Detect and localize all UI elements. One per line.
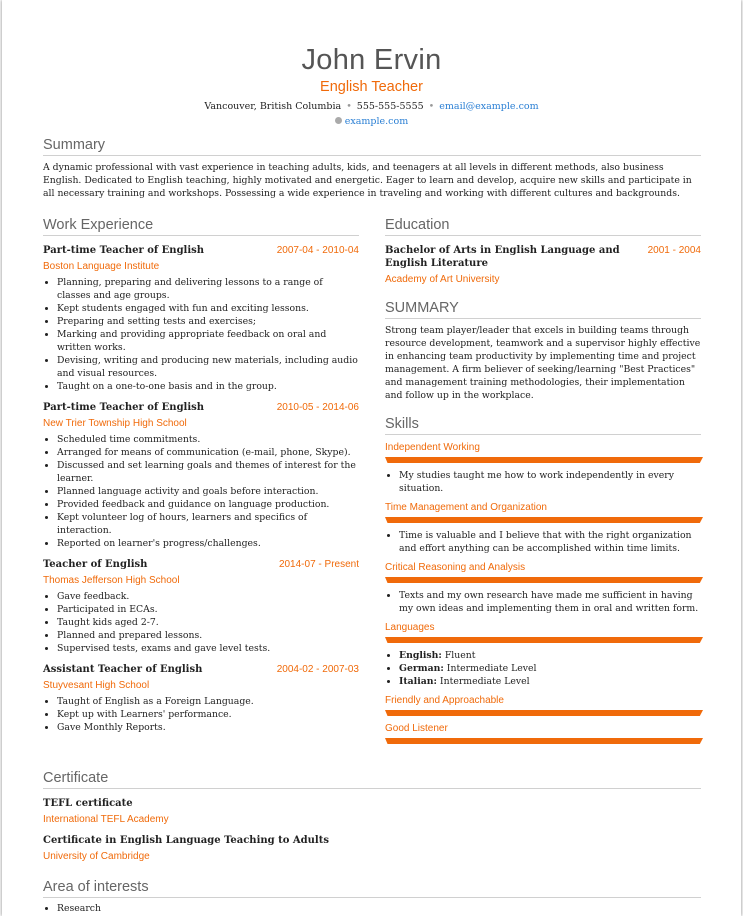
bullet-item: • Reported on learner's progress/challenges. [57, 537, 359, 550]
bullet-item: • Gave feedback. [57, 590, 359, 603]
bullet-item: • Arranged for means of communication (e-mail, phone, Skype). [57, 446, 359, 459]
certificate-name: Certificate in English Language Teaching to Adults [43, 835, 329, 846]
resume-page [2, 0, 741, 916]
bullet-item: • Marking and providing appropriate feedback on oral and written works. [57, 328, 359, 354]
skill-name: Independent Working [385, 442, 480, 453]
website-link[interactable]: example.com [344, 116, 409, 127]
job-organization: New Trier Township High School [43, 418, 187, 429]
job-entry [43, 558, 359, 655]
separator-dot-icon: • [428, 101, 435, 112]
work-experience-heading: Work Experience [43, 217, 359, 236]
bullet-item: • Planning, preparing and delivering lessons to a range of classes and age groups. [57, 276, 359, 302]
interest-item: • Research [57, 902, 701, 915]
skill-name: Languages [385, 622, 435, 633]
skill-level-bar [385, 457, 703, 463]
skill-description [385, 589, 701, 615]
skill-level-bar [385, 710, 703, 716]
skill-description-item: • My studies taught me how to work independently in every situation. [399, 469, 701, 495]
bullet-item: • Participated in ECAs. [57, 603, 359, 616]
skills-heading: Skills [385, 416, 701, 435]
degree: Bachelor of Arts in English Language and English Literature [385, 245, 620, 269]
skill-name: Good Listener [385, 723, 448, 734]
skill-level-bar [385, 637, 703, 643]
skill-description [385, 529, 701, 555]
job-bullets [43, 433, 359, 550]
job-bullets [43, 276, 359, 393]
bullet-item: • Taught kids aged 2-7. [57, 616, 359, 629]
job-bullets [43, 695, 359, 734]
bullet-item: • Discussed and set learning goals and themes of interest for the learner. [57, 459, 359, 485]
language-name: English: [399, 650, 442, 661]
job-title: Assistant Teacher of English [43, 664, 203, 675]
bullet-item: • Gave Monthly Reports. [57, 721, 359, 734]
certificate-issuer: International TEFL Academy [43, 814, 169, 825]
work-experience-section [43, 217, 359, 734]
website-line [2, 115, 741, 128]
separator-dot-icon: • [346, 101, 352, 112]
summary-heading: Summary [43, 137, 701, 156]
language-item [399, 675, 701, 688]
language-list [385, 649, 701, 688]
right-column [385, 217, 701, 744]
skill-entry [385, 694, 701, 716]
language-name: Italian: [399, 676, 437, 687]
education-date: 2001 - 2004 [647, 245, 701, 256]
job-entry [43, 401, 359, 550]
bullet-item: • Preparing and setting tests and exercises; [57, 315, 359, 328]
job-date: 2007-04 - 2010-04 [276, 245, 359, 256]
job-date: 2014-07 - Present [278, 559, 359, 570]
job-title: Teacher of English [43, 559, 148, 570]
job-header [43, 244, 359, 257]
language-level: Intermediate Level [446, 663, 537, 674]
skills-section [385, 416, 701, 744]
bullet-item: • Planned language activity and goals before interaction. [57, 485, 359, 498]
bullet-item: • Scheduled time commitments. [57, 433, 359, 446]
candidate-name: John Ervin [301, 44, 442, 76]
certificate-entry [43, 834, 701, 863]
bullet-item: • Kept volunteer log of hours, learners and specifics of interaction. [57, 511, 359, 537]
globe-icon [335, 117, 342, 124]
interests-heading: Area of interests [43, 879, 701, 898]
job-bullets [43, 590, 359, 655]
language-name: German: [399, 663, 444, 674]
certificate-name: TEFL certificate [43, 798, 133, 809]
education-entry [385, 244, 701, 286]
email-link[interactable]: email@example.com [439, 101, 539, 112]
language-level: Fluent [444, 650, 476, 661]
job-title: Part-time Teacher of English [43, 402, 205, 413]
location: Vancouver, British Columbia [204, 101, 342, 112]
resume-header [2, 43, 741, 128]
summary-text: A dynamic professional with vast experience in teaching adults, kids, and teenagers at all levels in different methods, also business English. Dedicated to English teaching, highly motivated and energetic. Eager to learn and develop, acquire new skills and participate in all necessary training and workshops. Possessing a wide experience in traveling and working with different cultures and backgrounds. [43, 162, 692, 199]
job-date: 2010-05 - 2014-06 [276, 402, 359, 413]
skill-entry [385, 501, 701, 555]
contact-line [2, 100, 741, 113]
skill-description-item: • Texts and my own research have made me sufficient in having my own ideas and implementing them in oral and written form. [399, 589, 701, 615]
certificate-heading: Certificate [43, 770, 701, 789]
summary-section [43, 137, 701, 200]
certificate-section [43, 770, 701, 863]
job-entry [43, 244, 359, 393]
summary2-section [385, 300, 701, 402]
bullet-item: • Taught on a one-to-one basis and in the group. [57, 380, 359, 393]
skill-name: Time Management and Organization [385, 502, 547, 513]
job-entry [43, 663, 359, 734]
job-organization: Boston Language Institute [43, 261, 160, 272]
job-header [43, 663, 359, 676]
job-date: 2004-02 - 2007-03 [276, 664, 359, 675]
certificate-issuer: University of Cambridge [43, 851, 150, 862]
interests-section [43, 879, 701, 915]
skill-entry [385, 621, 701, 688]
job-title: Part-time Teacher of English [43, 245, 205, 256]
bullet-item: • Supervised tests, exams and gave level tests. [57, 642, 359, 655]
job-organization: Thomas Jefferson High School [43, 575, 180, 586]
certificate-entry [43, 797, 701, 826]
phone: 555-555-5555 [356, 101, 424, 112]
job-header [43, 401, 359, 414]
skill-entry [385, 561, 701, 615]
skill-description-item: • Time is valuable and I believe that with the right organization and effort anything can be accomplished within time limits. [399, 529, 701, 555]
skill-name: Friendly and Approachable [385, 695, 504, 706]
language-item [399, 662, 701, 675]
bullet-item: • Taught of English as a Foreign Language. [57, 695, 359, 708]
skill-description [385, 469, 701, 495]
bullet-item: • Kept up with Learners' performance. [57, 708, 359, 721]
skill-name: Critical Reasoning and Analysis [385, 562, 526, 573]
skill-level-bar [385, 738, 703, 744]
skill-entry [385, 722, 701, 744]
skill-entry [385, 441, 701, 495]
school: Academy of Art University [385, 274, 500, 285]
bullet-item: • Kept students engaged with fun and exciting lessons. [57, 302, 359, 315]
skill-level-bar [385, 577, 703, 583]
job-header [43, 558, 359, 571]
job-organization: Stuyvesant High School [43, 680, 150, 691]
summary2-heading: SUMMARY [385, 300, 701, 319]
skill-level-bar [385, 517, 703, 523]
bullet-item: • Provided feedback and guidance on language production. [57, 498, 359, 511]
education-heading: Education [385, 217, 701, 236]
bullet-item: • Planned and prepared lessons. [57, 629, 359, 642]
bullet-item: • Devising, writing and producing new materials, including audio and visual resources. [57, 354, 359, 380]
language-item [399, 649, 701, 662]
candidate-title: English Teacher [320, 79, 423, 95]
summary2-text: Strong team player/leader that excels in building teams through resource development, teamwork and a supervisor highly effective in enhancing team productivity by implementing time and project management. A firm believer of seeking/learning "Best Practices" and management training methodologies, their implementation and follow up in the workplace. [385, 325, 701, 401]
language-level: Intermediate Level [439, 676, 530, 687]
